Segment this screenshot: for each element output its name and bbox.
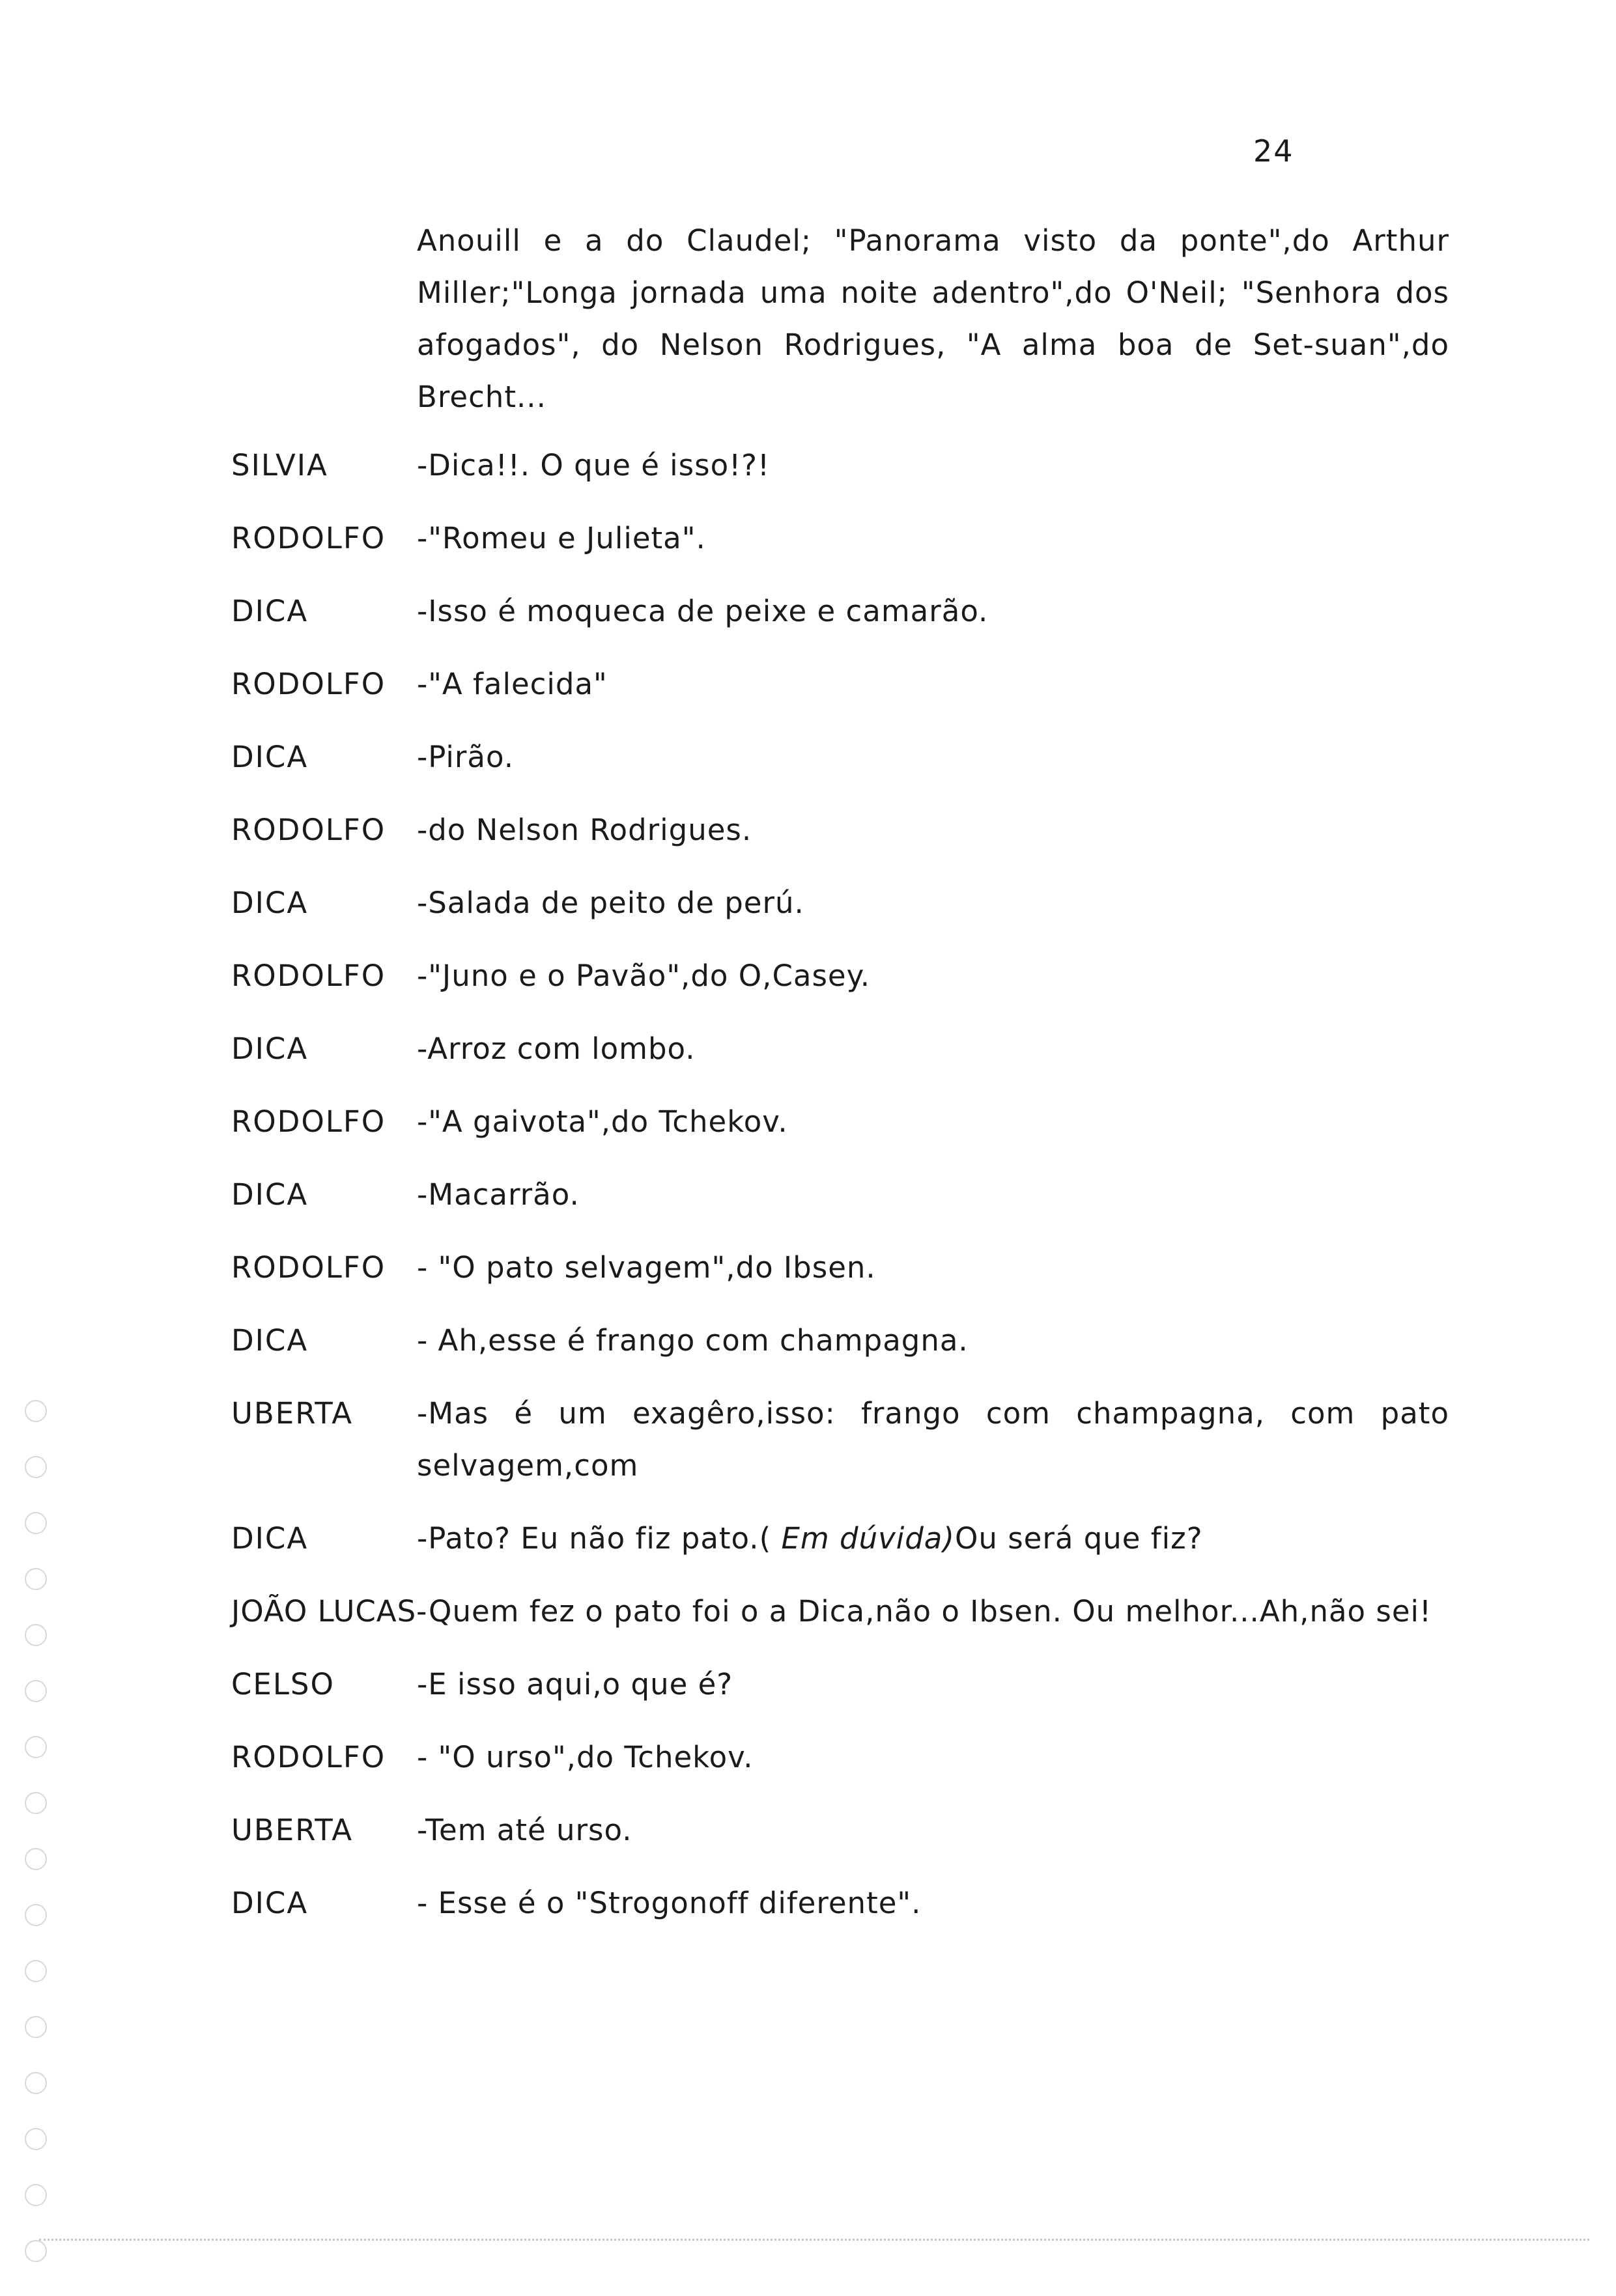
speaker-name: RODOLFO (231, 521, 386, 555)
dialogue-line (231, 1659, 1449, 1711)
dialogue-line (231, 1804, 1449, 1856)
dialogue-line (231, 731, 1449, 783)
speaker-name: RODOLFO (231, 959, 386, 993)
speaker-name: DICA (231, 1031, 309, 1066)
punch-hole (25, 1904, 47, 1926)
speech-text-part: Ou será que fiz? (954, 1521, 1203, 1556)
speech-text: -Pirão. (417, 740, 515, 774)
speech-text: -Salada de peito de perú. (417, 886, 804, 920)
intro-paragraph: Anouill e a do Claudel; "Panorama visto da ponte",do Arthur Miller;"Longa jornada uma noite adentro",do O'Neil; "Senhora dos afogados", do Nelson Rodrigues, "A alma boa de Set-suan",do Brecht... (417, 223, 1449, 414)
dialogue-line (231, 1731, 1449, 1784)
dialogue-line (231, 877, 1449, 929)
dialogue-line (231, 1586, 1449, 1638)
speech-text: -Isso é moqueca de peixe e camarão. (417, 594, 989, 628)
dialogue-line (231, 804, 1449, 856)
dialogue-line (231, 1388, 1449, 1492)
speech-text: -Dica!!. O que é isso!?! (417, 448, 771, 483)
dialogue-line (231, 950, 1449, 1002)
punch-hole (25, 2128, 47, 2150)
speaker-name: RODOLFO (231, 1740, 386, 1774)
speaker-name: DICA (231, 740, 309, 774)
dialogue-list (231, 440, 1449, 1950)
punch-hole (25, 2016, 47, 2038)
speech-text: -"Juno e o Pavão",do O,Casey. (417, 959, 871, 993)
speaker-name: JOÃO LUCAS (231, 1594, 417, 1629)
speaker-name: UBERTA (231, 1813, 354, 1847)
dialogue-line (231, 1242, 1449, 1294)
dialogue-line (231, 585, 1449, 637)
dialogue-line (231, 1315, 1449, 1367)
dialogue-line (231, 1513, 1449, 1565)
punch-hole (25, 2184, 47, 2206)
punch-hole (25, 1736, 47, 1758)
speaker-name: RODOLFO (231, 1250, 386, 1285)
speech-text: -Mas é um exagêro,isso: frango com champagna, com pato selvagem,com (417, 1396, 1449, 1483)
stage-direction: Em dúvida) (781, 1521, 955, 1556)
dialogue-line (231, 1023, 1449, 1075)
dialogue-line (231, 440, 1449, 492)
speech-text: -Macarrão. (417, 1177, 580, 1212)
speech-text: - "O urso",do Tchekov. (417, 1740, 754, 1774)
speech-text: - Ah,esse é frango com champagna. (417, 1323, 969, 1358)
punch-hole (25, 1400, 47, 1422)
speaker-name: DICA (231, 1177, 309, 1212)
punch-hole (25, 1848, 47, 1870)
speech-text: -Quem fez o pato foi o a Dica,não o Ibsen. Ou melhor...Ah,não sei! (416, 1594, 1432, 1629)
speech-text: -E isso aqui,o que é? (417, 1667, 733, 1701)
speech-text: -do Nelson Rodrigues. (417, 813, 752, 847)
punch-hole (25, 1680, 47, 1702)
speech-text: -Arroz com lombo. (417, 1031, 696, 1066)
dialogue-line (231, 658, 1449, 710)
speech-text: -"Romeu e Julieta". (417, 521, 706, 555)
speech-text: -Tem até urso. (417, 1813, 632, 1847)
speaker-name: CELSO (231, 1667, 335, 1701)
speech-text: - "O pato selvagem",do Ibsen. (417, 1250, 876, 1285)
speech-text: -"A gaivota",do Tchekov. (417, 1104, 788, 1139)
speaker-name: DICA (231, 1521, 309, 1556)
speech-text: - Esse é o "Strogonoff diferente". (417, 1886, 922, 1920)
speech-text-with-speaker (231, 1586, 1449, 1638)
speaker-name: UBERTA (231, 1396, 354, 1431)
speaker-name: SILVIA (231, 448, 328, 483)
speech-text-part: -Pato? Eu não fiz pato.( (417, 1521, 782, 1556)
speaker-name: RODOLFO (231, 1104, 386, 1139)
punch-hole (25, 1512, 47, 1534)
dialogue-line (231, 1096, 1449, 1148)
punch-hole (25, 2240, 47, 2262)
speaker-name: DICA (231, 1323, 309, 1358)
speaker-name: RODOLFO (231, 813, 386, 847)
punch-holes (25, 1400, 47, 2296)
dialogue-line (231, 512, 1449, 565)
dialogue-line (231, 1169, 1449, 1221)
speech-text: -"A falecida" (417, 667, 608, 701)
punch-hole (25, 1568, 47, 1590)
punch-hole (25, 1456, 47, 1478)
punch-hole (25, 1624, 47, 1646)
speaker-name: DICA (231, 886, 309, 920)
speech-text (417, 1513, 1449, 1565)
speaker-name: DICA (231, 1886, 309, 1920)
punch-hole (25, 2072, 47, 2094)
dialogue-line (231, 1877, 1449, 1929)
speaker-name: DICA (231, 594, 309, 628)
page-number: 24 (1253, 133, 1294, 169)
punch-hole (25, 1960, 47, 1982)
punch-hole (25, 1792, 47, 1814)
speaker-name: RODOLFO (231, 667, 386, 701)
paper-edge-line (39, 2239, 1589, 2241)
